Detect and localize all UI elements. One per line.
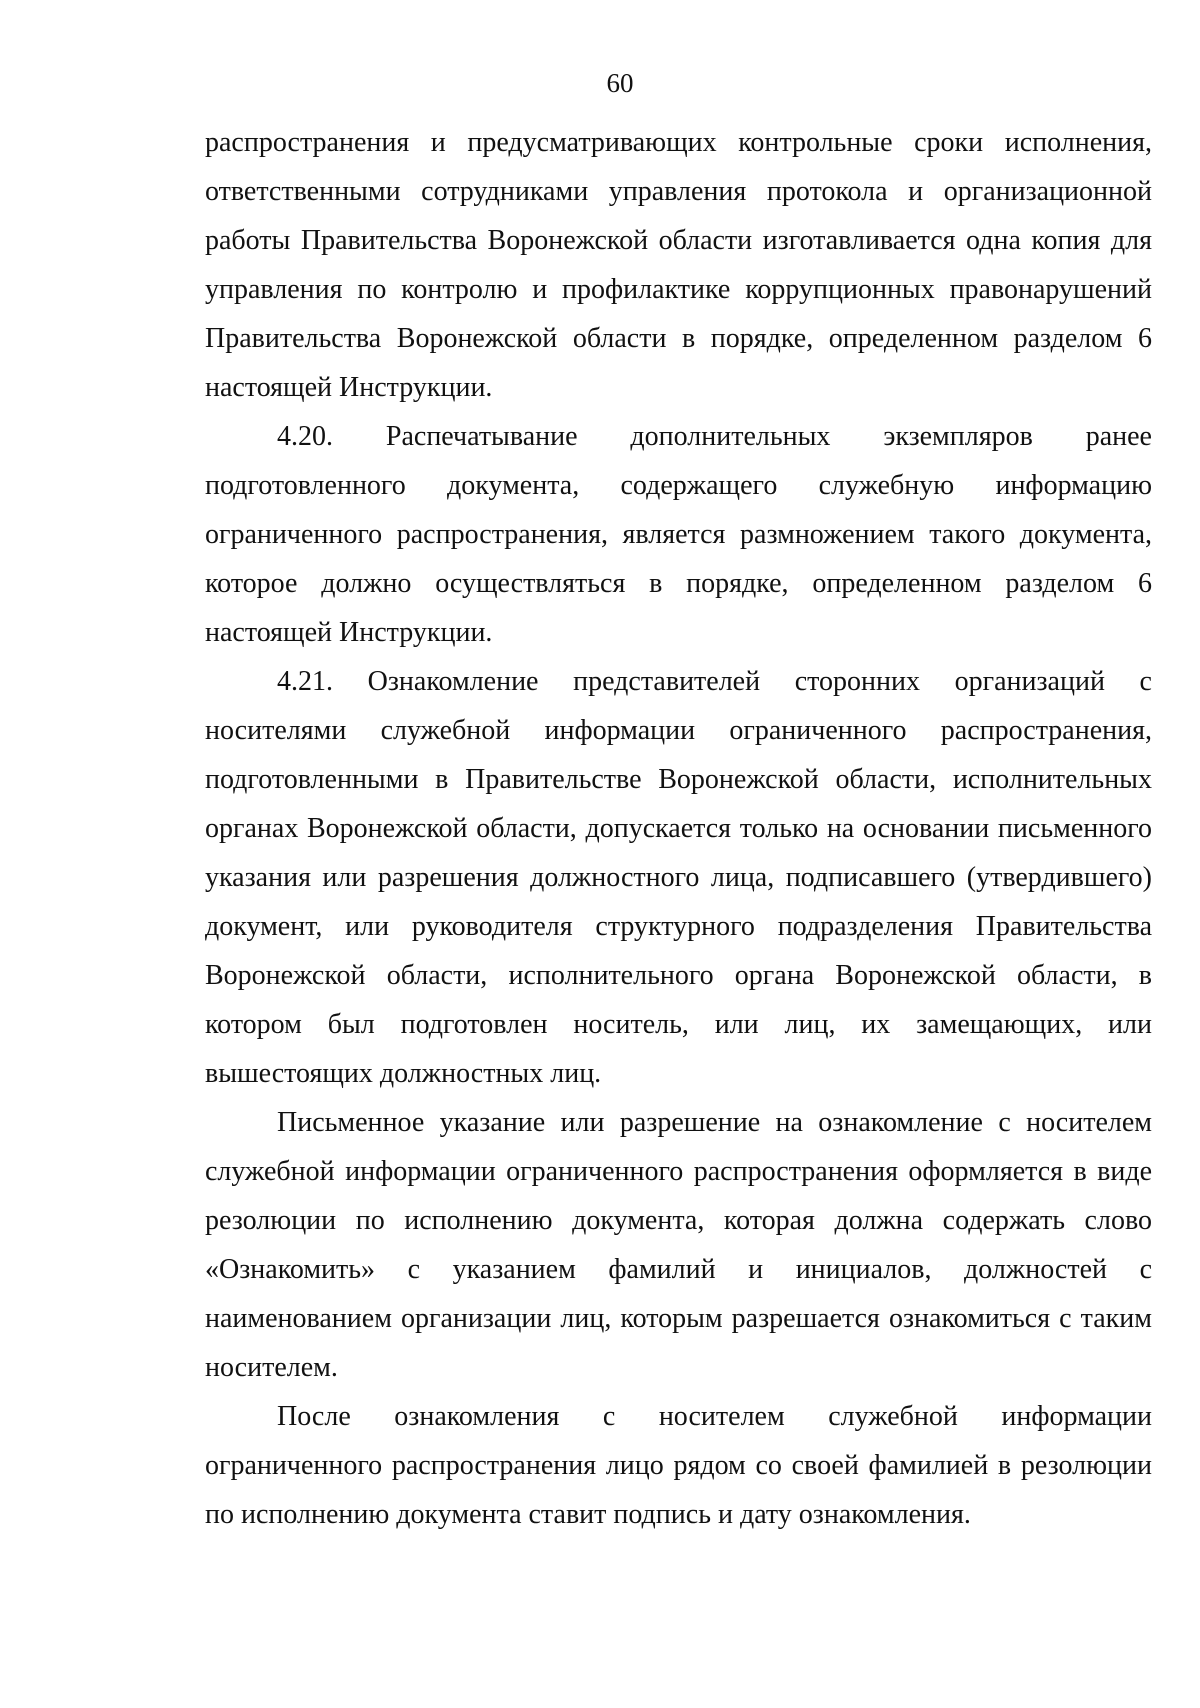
paragraph-4-21: 4.21. Ознакомление представителей сторонних организаций с носителями служебной информации ограниченного распространения, подготовленными в Правительстве Воронежской области, исполнительных органах Воронежской области, допускается только на основании письменного указания или разрешения должностного лица, подписавшего (утвердившего) документ, или руководителя структурного подразделения Правительства Воронежской области, исполнительного органа Воронежской области, в котором был подготовлен носитель, или лиц, их замещающих, или вышестоящих должностных лиц. [205, 666, 1152, 1089]
paragraph-after-familiarization: После ознакомления с носителем служебной информации ограниченного распространения лицо рядом со своей фамилией в резолюции по исполнению документа ставит подпись и дату ознакомления. [205, 1401, 1152, 1530]
paragraph-continuation: распространения и предусматривающих контрольные сроки исполнения, ответственными сотрудниками управления протокола и организационной работы Правительства Воронежской области изготавливается одна копия для управления по контролю и профилактике коррупционных правонарушений Правительства Воронежской области в порядке, определенном разделом 6 настоящей Инструкции. [205, 127, 1152, 403]
paragraph-written-instruction: Письменное указание или разрешение на ознакомление с носителем служебной информации ограниченного распространения оформляется в виде резолюции по исполнению документа, которая должна содержать слово «Ознакомить» с указанием фамилий и инициалов, должностей с наименованием организации лиц, которым разрешается ознакомиться с таким носителем. [205, 1107, 1152, 1383]
document-body [205, 118, 1152, 1539]
page-number: 60 [606, 68, 634, 98]
paragraph-4-20: 4.20. Распечатывание дополнительных экземпляров ранее подготовленного документа, содержащего служебную информацию ограниченного распространения, является размножением такого документа, которое должно осуществляться в порядке, определенном разделом 6 настоящей Инструкции. [205, 421, 1152, 648]
